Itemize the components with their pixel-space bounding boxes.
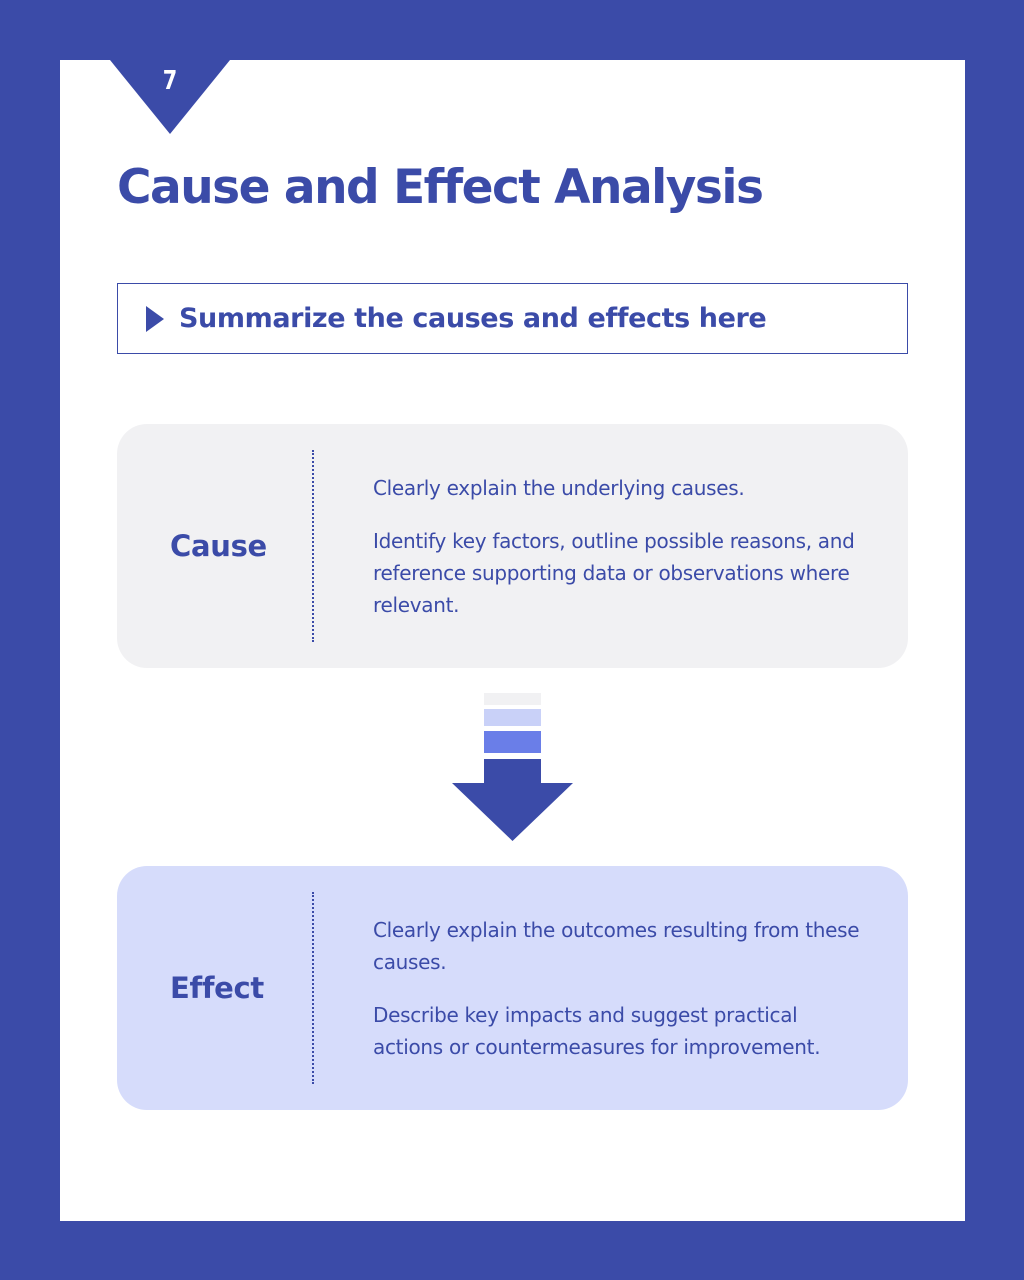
cause-paragraph: Identify key factors, outline possible reasons, and reference supporting data or observations where relevant. [373,528,855,617]
cause-divider [312,450,314,642]
down-arrow-icon [452,693,573,841]
page-number-tab [110,60,230,134]
play-triangle-icon [146,306,164,332]
cause-label: Cause [170,529,267,563]
page-title: Cause and Effect Analysis [117,160,763,215]
effect-paragraph: Describe key impacts and suggest practical actions or countermeasures for improvement. [373,1002,821,1059]
effect-label: Effect [170,971,264,1005]
effect-description [373,866,868,1110]
arrow-stripe-medium [484,731,541,753]
effect-card [117,866,908,1110]
summary-text: Summarize the causes and effects here [179,303,767,334]
arrow-stripe-light [484,693,541,705]
arrow-stripe-pale [484,709,541,726]
effect-divider [312,892,314,1084]
cause-description [373,424,868,668]
effect-paragraph: Clearly explain the outcomes resulting from these causes. [373,917,860,974]
summary-box [117,283,908,354]
page-number: 7 [162,66,178,96]
cause-card [117,424,908,668]
down-arrow-graphic [452,693,573,841]
slide-page [60,60,965,1221]
cause-paragraph: Clearly explain the underlying causes. [373,475,745,500]
arrow-head [452,759,573,841]
